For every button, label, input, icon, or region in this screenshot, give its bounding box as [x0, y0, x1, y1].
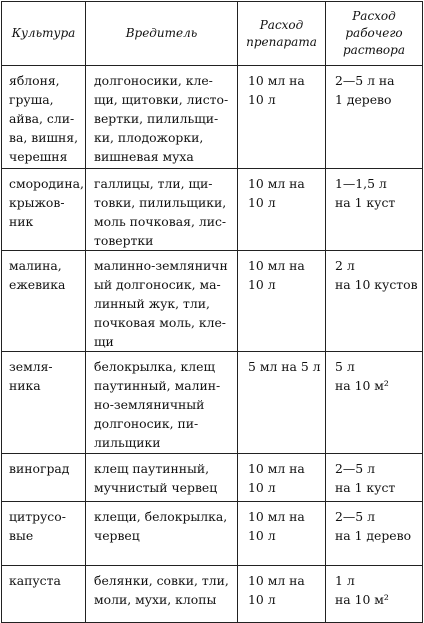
- cell-pest: белянки, совки, тли, моли, мухи, клопы: [86, 566, 238, 623]
- cell-pest: малинно-земляничн ый долгоносик, ма- линный жук, тли, почковая моль, кле- щи: [86, 251, 238, 352]
- cell-drug: 10 мл на 10 л: [238, 66, 326, 169]
- header-drug-consumption: Расход препарата: [238, 2, 326, 66]
- cell-drug: 10 мл на 10 л: [238, 566, 326, 623]
- table-row: [2, 502, 423, 566]
- cell-solution: 2—5 л на 1 дерево: [326, 66, 423, 169]
- cell-drug: 10 мл на 10 л: [238, 169, 326, 251]
- header-solution-consumption: Расход рабочего раствора: [326, 2, 423, 66]
- table-row: [2, 169, 423, 251]
- cell-drug: 10 мл на 10 л: [238, 502, 326, 566]
- cell-crop: цитрусо- вые: [2, 502, 86, 566]
- table-row: [2, 454, 423, 502]
- table-header-row: [2, 2, 423, 66]
- cell-drug: 5 мл на 5 л: [238, 352, 326, 454]
- cell-solution: 1 л на 10 м²: [326, 566, 423, 623]
- cell-pest: клещи, белокрылка, червец: [86, 502, 238, 566]
- cell-pest: галлицы, тли, щи- товки, пилильщики, моль почковая, лис- товертки: [86, 169, 238, 251]
- cell-solution: 1—1,5 л на 1 куст: [326, 169, 423, 251]
- cell-crop: яблоня, груша, айва, сли- ва, вишня, черешня: [2, 66, 86, 169]
- cell-pest: белокрылка, клещ паутинный, малин- но-земляничный долгоносик, пи- лильщики: [86, 352, 238, 454]
- header-pest: Вредитель: [86, 2, 238, 66]
- cell-drug: 10 мл на 10 л: [238, 454, 326, 502]
- cell-crop: смородина, крыжов- ник: [2, 169, 86, 251]
- cell-crop: малина, ежевика: [2, 251, 86, 352]
- cell-solution: 5 л на 10 м²: [326, 352, 423, 454]
- cell-pest: долгоносики, кле- щи, щитовки, листо- вертки, пилильщи- ки, плодожорки, вишневая муха: [86, 66, 238, 169]
- table-row: [2, 566, 423, 623]
- cell-solution: 2 л на 10 кустов: [326, 251, 423, 352]
- cell-crop: виноград: [2, 454, 86, 502]
- cell-crop: земля- ника: [2, 352, 86, 454]
- cell-drug: 10 мл на 10 л: [238, 251, 326, 352]
- cell-solution: 2—5 л на 1 куст: [326, 454, 423, 502]
- cell-pest: клещ паутинный, мучнистый червец: [86, 454, 238, 502]
- pest-control-table: [1, 1, 423, 623]
- cell-crop: капуста: [2, 566, 86, 623]
- table-row: [2, 251, 423, 352]
- header-crop: Культура: [2, 2, 86, 66]
- cell-solution: 2—5 л на 1 дерево: [326, 502, 423, 566]
- table-row: [2, 66, 423, 169]
- table-row: [2, 352, 423, 454]
